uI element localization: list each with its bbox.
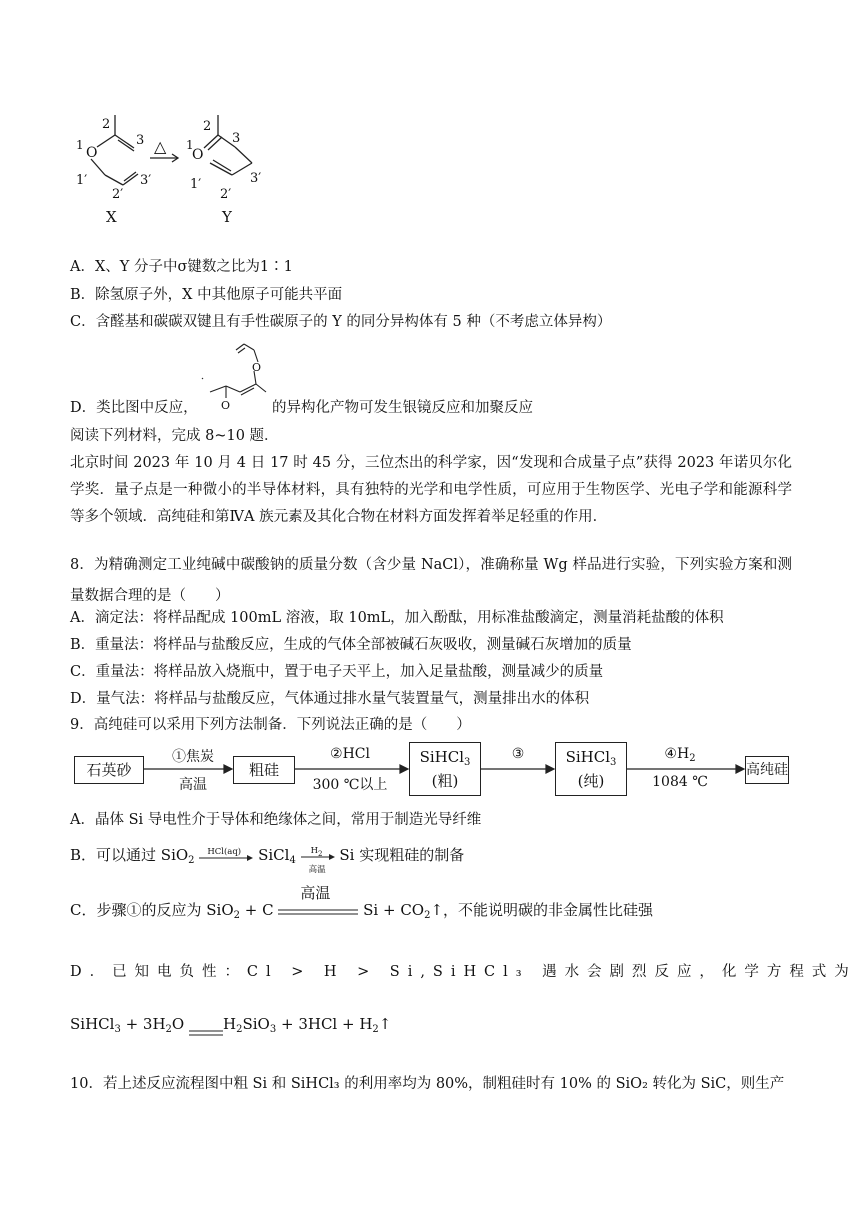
q9-c-double-line (278, 908, 358, 916)
q9-stem: 9．高纯硅可以采用下列方法制备．下列说法正确的是（ ） (70, 717, 471, 733)
q7-option-d-prefix: D．类比图中反应， (70, 400, 198, 416)
q9-b-suffix: Si 实现粗硅的制备 (339, 846, 465, 864)
y-atom-3: 3 (232, 131, 241, 146)
flow-box-high-purity-silicon (745, 756, 789, 784)
q10-stem: 10．若上述反应流程图中粗 Si 和 SiHCl₃ 的利用率均为 80%，制粗硅时有 10% 的 SiO₂ 转化为 SiC，则生产 (70, 1076, 785, 1092)
q9-c-condition (278, 884, 358, 922)
flow-step2-top: ②HCl (330, 746, 370, 762)
flow-box-crude-silicon (233, 756, 295, 784)
q9-b-arrow2-top-text: H (310, 846, 319, 856)
q9-d-eq-right: H (223, 1015, 237, 1033)
q9-d-sub2b: 2 (236, 1024, 243, 1035)
label-y: Y (222, 208, 232, 226)
q9-c-sub2b: 2 (424, 910, 431, 921)
y-oxygen: O (192, 147, 204, 163)
flow-box-sihcl3-pure (555, 742, 627, 796)
q8-stem: 8．为精确测定工业纯碱中碳酸钠的质量分数（含少量 NaCl），准确称量 Wg 样品进行实验，下列实验方案和测量数据合理的是（ ） (70, 557, 792, 604)
q9-d-eq-left: SiHCl (70, 1015, 115, 1033)
y-atom-2p: 2′ (220, 187, 232, 202)
x-atom-3: 3 (136, 133, 145, 148)
q9-d-eq-up: ↑ (378, 1015, 392, 1033)
q7-option-c: C．含醛基和碳碳双键且有手性碳原子的 Y 的同分异构体有 5 种（不考虑立体异构） (70, 314, 612, 330)
x-atom-2: 2 (102, 117, 111, 132)
flow-box4-formula-text: SiHCl (565, 747, 611, 766)
q9-c-condition-label: 高温 (300, 884, 331, 902)
reaction-figure (70, 105, 280, 230)
flow-step3-top: ③ (511, 746, 525, 762)
flow-box4-formula (566, 748, 617, 772)
q9-c-product: Si + CO (363, 901, 425, 919)
x-atom-1p: 1′ (76, 173, 88, 188)
q9-b-arrow1-svg (199, 853, 253, 867)
flow-step4-top (645, 746, 715, 764)
q7-option-d-structure (196, 340, 276, 414)
flow-step1-bottom: 高温 (179, 777, 207, 793)
q9-b-arrow1-label: HCl(aq) (207, 847, 242, 857)
q9-option-a: A．晶体 Si 导电性介于导体和绝缘体之间，常用于制造光导纤维 (70, 812, 482, 828)
x-atom-1: 1 (76, 138, 84, 152)
allyl-ether-structure-svg (196, 340, 276, 414)
flow-step1-top: ①焦炭 (172, 749, 214, 765)
flow-box5-label: 高纯硅 (746, 761, 788, 778)
reading-intro: 阅读下列材料，完成 8~10 题． (70, 428, 279, 444)
q9-option-d-equation: SiHCl$_3$ + $3H_2O$ $H_2SiO_3 + 3HCl$ + $H_2↑$ (70, 1015, 392, 1035)
q9-d-eq-end: + 3HCl + H (276, 1015, 373, 1033)
flow-box4-sub: 3 (610, 756, 617, 768)
q9-d-sub3a: 3 (114, 1024, 121, 1035)
q9-option-b (70, 844, 465, 875)
heat-symbol: △ (154, 137, 167, 156)
q9-d-sub2c: 2 (372, 1024, 379, 1035)
flow-step4-top-text: ④H (664, 746, 690, 762)
q9-d-sub2a: 2 (165, 1024, 172, 1035)
flow-box3-note: (粗) (431, 771, 459, 790)
carbonyl-oxygen: O (221, 399, 231, 412)
q7-option-d-suffix: 的异构化产物可发生银镜反应和加聚反应 (272, 400, 533, 416)
q9-b-arrow1 (199, 849, 253, 863)
flow-box3-sub: 3 (464, 756, 471, 768)
q9-b-mid: SiCl (258, 846, 290, 864)
flow-box-sihcl3-crude (409, 742, 481, 796)
q9-d-text: D．已知电负性：Cl > H > Si,SiHCl₃ 遇水会剧烈反应，化学方程式为 (70, 964, 857, 980)
q8-option-c: C．重量法：将样品放入烧瓶中，置于电子天平上，加入足量盐酸，测量减少的质量 (70, 664, 604, 680)
y-atom-3p: 3′ (250, 171, 262, 186)
x-oxygen: O (86, 145, 98, 161)
y-atom-1: 1 (186, 138, 194, 152)
q9-d-double-line-svg (189, 1029, 223, 1037)
q8-option-a: A．滴定法：将样品配成 100mL 溶液，取 10mL，加入酚酞，用标准盐酸滴定，测量消耗盐酸的体积 (70, 610, 724, 626)
q9-d-double-line (189, 1021, 223, 1029)
flow-box3-formula-text: SiHCl (419, 747, 465, 766)
q9-b-arrow2-sub: 2 (318, 850, 323, 858)
flow-box-quartz-label: 石英砂 (86, 760, 132, 779)
flow-box-crude-label: 粗硅 (248, 760, 279, 779)
y-atom-2: 2 (203, 119, 212, 134)
x-atom-2p: 2′ (112, 187, 124, 202)
q8-option-d: D．量气法：将样品与盐酸反应，气体通过排水量气装置量气，测量排出水的体积 (70, 691, 590, 707)
flow-step2-bottom: 300 ℃以上 (312, 777, 388, 793)
q9-d-eq-mid: + 3H (120, 1015, 166, 1033)
q7-option-a: A．X、Y 分子中σ键数之比为1∶1 (70, 259, 293, 275)
flow-box3-formula (420, 748, 471, 772)
x-atom-3p: 3′ (140, 173, 152, 188)
y-atom-1p: 1′ (190, 177, 202, 192)
q7-option-b: B．除氢原子外，X 中其他原子可能共平面 (70, 287, 343, 303)
q8-option-b: B．重量法：将样品与盐酸反应，生成的气体全部被碱石灰吸收，测量碱石灰增加的质量 (70, 637, 632, 653)
flow-box4-note: (纯) (577, 771, 605, 790)
q9-c-plus: + C (240, 901, 274, 919)
q9-b-sub4: 4 (289, 855, 296, 866)
silicon-flow-diagram (70, 740, 792, 800)
q9-d-eq-tail: SiO (242, 1015, 270, 1033)
reading-material: 北京时间 2023 年 10 月 4 日 17 时 45 分，三位杰出的科学家，因“发现和合成量子点”获得 2023 年诺贝尔化学奖．量子点是一种微小的半导体材料，具有独特的光学和电学性质，可应用于生物医学、光电子学和能源科学等多个领域．高纯硅和第ⅣA 族元素及其化合物在材料方面发挥着举足轻重的作用． (70, 455, 792, 525)
q9-c-prefix: C．步骤①的反应为 SiO (70, 901, 234, 919)
q9-c-sub2a: 2 (233, 910, 240, 921)
ether-oxygen: O (252, 361, 262, 374)
label-x: X (106, 208, 117, 226)
q9-d-sub3b: 3 (269, 1024, 277, 1035)
q9-c-suffix: ↑，不能说明碳的非金属性比硅强 (430, 901, 654, 919)
q9-b-arrow2 (301, 846, 335, 875)
flow-box-quartz-sand (74, 756, 144, 784)
flow-step4-bottom: 1084 ℃ (652, 774, 708, 790)
q9-option-c (70, 884, 654, 927)
q9-b-arrow2-bottom: 高温 (308, 865, 326, 875)
q9-b-sub2: 2 (188, 855, 195, 866)
q9-option-d-line (70, 962, 857, 982)
flow-step4-sub: 2 (689, 753, 696, 764)
q9-b-prefix: B．可以通过 SiO (70, 846, 189, 864)
